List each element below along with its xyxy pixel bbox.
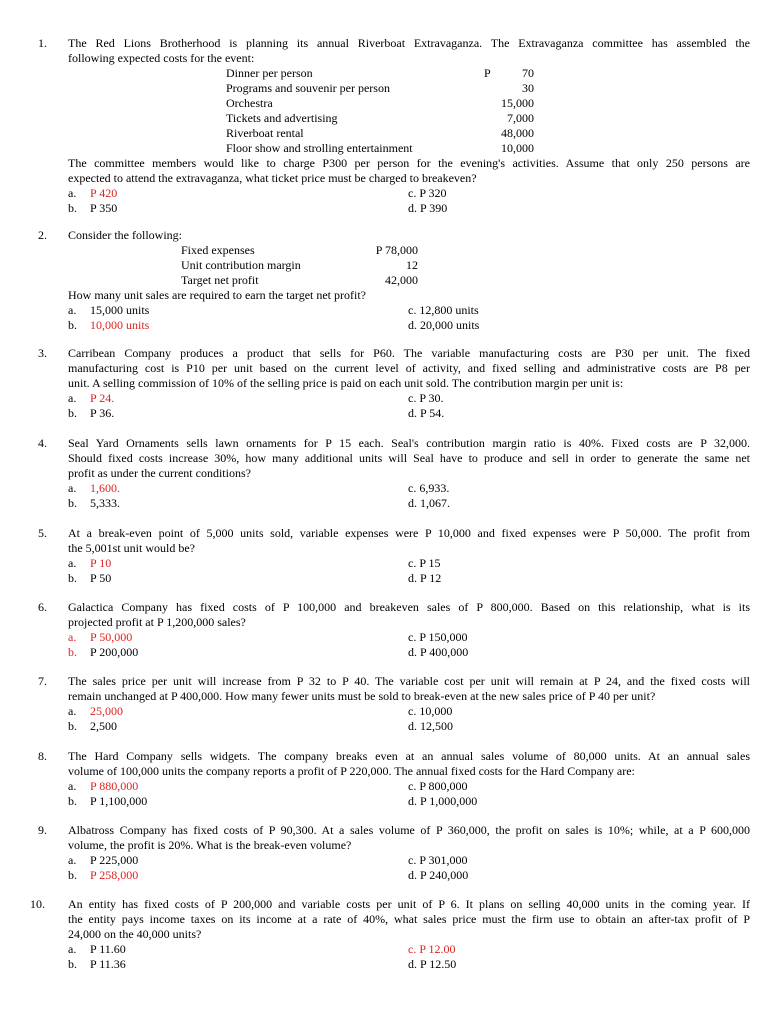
question-number: 6.	[38, 600, 47, 614]
question-text-line: manufacturing cost is P10 per unit based on the current level of activity, and fixed selling and administrative costs are P8 per	[68, 361, 750, 375]
question-number: 1.	[38, 36, 47, 50]
question-text-line: Should fixed costs increase 30%, how many additional units will Seal have to produce and sell in order to generate the same net	[68, 451, 750, 465]
option-b: 5,333.	[90, 496, 120, 510]
question-4	[38, 436, 750, 516]
option-b: P 50	[90, 571, 112, 585]
question-text-line: volume of 100,000 units the company reports a profit of P 220,000. The annual fixed costs for the Hard Company are:	[68, 764, 635, 778]
option-letter: b.	[68, 318, 77, 332]
option-letter: b.	[68, 201, 77, 215]
option-d: d. P 400,000	[408, 645, 469, 659]
question-text-line: projected profit at P 1,200,000 sales?	[68, 615, 246, 629]
question-text-line: following expected costs for the event:	[68, 51, 255, 65]
given-value: 12	[406, 258, 418, 272]
options-row	[68, 794, 750, 809]
question-5	[38, 526, 750, 590]
question-text-line: profit as under the current conditions?	[68, 466, 251, 480]
option-b-answer: 10,000 units	[90, 318, 150, 332]
cost-row	[68, 66, 750, 81]
option-d: d. 1,067.	[408, 496, 450, 510]
cost-row	[68, 126, 750, 141]
question-number: 10.	[30, 897, 45, 911]
option-letter: a.	[68, 704, 77, 718]
option-a: P 225,000	[90, 853, 139, 867]
question-text-line: How many unit sales are required to earn the target net profit?	[68, 288, 367, 302]
given-row	[68, 273, 750, 288]
options-row	[68, 303, 750, 318]
option-d: d. P 12	[408, 571, 442, 585]
options-row	[68, 868, 750, 883]
option-a: 15,000 units	[90, 303, 150, 317]
option-c: c. P 30.	[408, 391, 444, 405]
question-number: 8.	[38, 749, 47, 763]
cost-value: 30	[522, 81, 534, 95]
question-number: 5.	[38, 526, 47, 540]
option-b: P 350	[90, 201, 118, 215]
options-row	[68, 406, 750, 421]
cost-row	[68, 96, 750, 111]
question-number: 9.	[38, 823, 47, 837]
question-number: 3.	[38, 346, 47, 360]
question-number: 7.	[38, 674, 47, 688]
cost-label: Orchestra	[226, 96, 273, 110]
option-a-answer: 1,600.	[90, 481, 120, 495]
options-row	[68, 630, 750, 645]
option-letter: b.	[68, 794, 77, 808]
option-letter: a.	[68, 391, 77, 405]
option-a-answer: P 50,000	[90, 630, 133, 644]
option-letter: b.	[68, 571, 77, 585]
option-letter: b.	[68, 719, 77, 733]
question-number: 4.	[38, 436, 47, 450]
question-text-line: Carribean Company produces a product that sells for P60. The variable manufacturing costs are P30 per unit. The fixed	[68, 346, 750, 360]
option-b: P 200,000	[90, 645, 139, 659]
question-text-line: volume, the profit is 20%. What is the break-even volume?	[68, 838, 352, 852]
option-letter: b.	[68, 957, 77, 971]
given-label: Unit contribution margin	[181, 258, 301, 272]
question-text-line: the 5,001st unit would be?	[68, 541, 195, 555]
options-row	[68, 853, 750, 868]
option-letter: a.	[68, 853, 77, 867]
options-row	[68, 391, 750, 406]
cost-value: 7,000	[507, 111, 534, 125]
cost-value: 15,000	[501, 96, 534, 110]
option-letter: a.	[68, 630, 77, 644]
question-text-line: At a break-even point of 5,000 units sold, variable expenses were P 10,000 and fixed expenses were P 50,000. The profit from	[68, 526, 750, 540]
question-6	[38, 600, 750, 664]
given-value: P 78,000	[375, 243, 418, 257]
question-text-line: Albatross Company has fixed costs of P 90,300. At a sales volume of P 360,000, the profit on sales is 10%; while, at a P 600,000	[68, 823, 750, 837]
question-text-line: Consider the following:	[68, 228, 182, 242]
cost-row	[68, 141, 750, 156]
option-d: d. 20,000 units	[408, 318, 480, 332]
options-row	[68, 957, 750, 972]
option-letter: a.	[68, 186, 77, 200]
cost-label: Dinner per person	[226, 66, 313, 80]
options-row	[68, 496, 750, 511]
options-row	[68, 779, 750, 794]
question-text-line: The sales price per unit will increase from P 32 to P 40. The variable cost per unit will remain at P 24, and the fixed costs will	[68, 674, 750, 688]
option-letter: b.	[68, 496, 77, 510]
options-row	[68, 645, 750, 660]
question-text-line: 24,000 on the 40,000 units?	[68, 927, 202, 941]
option-c: c. 6,933.	[408, 481, 450, 495]
option-d: d. P 240,000	[408, 868, 469, 882]
option-a-answer: P 10	[90, 556, 112, 570]
option-b: P 11.36	[90, 957, 126, 971]
question-text-line: expected to attend the extravaganza, what ticket price must be charged to breakeven?	[68, 171, 477, 185]
option-b: P 1,100,000	[90, 794, 148, 808]
question-number: 2.	[38, 228, 47, 242]
question-text-line: Seal Yard Ornaments sells lawn ornaments for P 15 each. Seal's contribution margin ratio is 40%. Fixed costs are P 32,000.	[68, 436, 750, 450]
options-row	[68, 318, 750, 333]
option-letter: a.	[68, 303, 77, 317]
question-10	[30, 897, 750, 977]
option-c: c. P 150,000	[408, 630, 468, 644]
option-a-answer: P 24.	[90, 391, 115, 405]
option-d: d. P 390	[408, 201, 448, 215]
option-d: d. P 1,000,000	[408, 794, 478, 808]
option-c: c. P 800,000	[408, 779, 468, 793]
cost-label: Programs and souvenir per person	[226, 81, 390, 95]
cost-row	[68, 81, 750, 96]
question-3	[38, 346, 750, 426]
option-c-answer: c. P 12.00	[408, 942, 456, 956]
option-c: c. P 320	[408, 186, 447, 200]
cost-label: Tickets and advertising	[226, 111, 338, 125]
option-d: d. P 54.	[408, 406, 445, 420]
option-b: P 36.	[90, 406, 115, 420]
cost-label: Riverboat rental	[226, 126, 304, 140]
given-row	[68, 258, 750, 273]
option-letter: a.	[68, 481, 77, 495]
options-row	[68, 186, 750, 201]
given-value: 42,000	[385, 273, 418, 287]
option-c: c. P 15	[408, 556, 441, 570]
question-1	[38, 36, 750, 216]
option-letter: b.	[68, 868, 77, 882]
cost-row	[68, 111, 750, 126]
cost-value: 70	[522, 66, 534, 80]
question-2	[38, 228, 718, 338]
option-b: 2,500	[90, 719, 117, 733]
option-letter: a.	[68, 779, 77, 793]
option-c: c. 12,800 units	[408, 303, 479, 317]
options-row	[68, 556, 750, 571]
option-a-answer: P 420	[90, 186, 118, 200]
question-9	[38, 823, 750, 887]
option-letter: a.	[68, 556, 77, 570]
option-d: d. 12,500	[408, 719, 453, 733]
question-text-line: The Hard Company sells widgets. The company breaks even at an annual sales volume of 80,000 units. At an annual sales	[68, 749, 750, 763]
cost-value: 10,000	[501, 141, 534, 155]
option-d: d. P 12.50	[408, 957, 457, 971]
options-row	[68, 571, 750, 586]
option-a-answer: P 880,000	[90, 779, 139, 793]
option-letter: b.	[68, 645, 77, 659]
question-text-line: Galactica Company has fixed costs of P 100,000 and breakeven sales of P 800,000. Based on this relationship, what is its	[68, 600, 750, 614]
question-text-line: An entity has fixed costs of P 200,000 and variable costs per unit of P 6. It plans on selling 40,000 units in the coming year. If	[68, 897, 750, 911]
option-c: c. P 301,000	[408, 853, 468, 867]
cost-currency: P	[484, 66, 491, 80]
question-text-line: The committee members would like to charge P300 per person for the evening's activities. Assume that only 250 persons are	[68, 156, 750, 170]
given-label: Target net profit	[181, 273, 259, 287]
cost-value: 48,000	[501, 126, 534, 140]
question-text-line: the entity pays income taxes on its income at a rate of 40%, what sales price must the firm use to obtain an after-tax profit of P	[68, 912, 750, 926]
question-text-line: remain unchanged at P 400,000. How many fewer units must be sold to break-even at the new sales price of P 40 per unit?	[68, 689, 656, 703]
options-row	[68, 704, 750, 719]
options-row	[68, 942, 750, 957]
options-row	[68, 719, 750, 734]
options-row	[68, 481, 750, 496]
option-letter: a.	[68, 942, 77, 956]
question-text-line: The Red Lions Brotherhood is planning its annual Riverboat Extravaganza. The Extravaganza committee has assembled the	[68, 36, 750, 50]
given-label: Fixed expenses	[181, 243, 255, 257]
option-b-answer: P 258,000	[90, 868, 139, 882]
option-c: c. 10,000	[408, 704, 453, 718]
option-a: P 11.60	[90, 942, 126, 956]
given-row	[68, 243, 750, 258]
cost-label: Floor show and strolling entertainment	[226, 141, 413, 155]
question-7	[38, 674, 750, 738]
option-letter: b.	[68, 406, 77, 420]
options-row	[68, 201, 750, 216]
question-8	[38, 749, 750, 813]
option-a-answer: 25,000	[90, 704, 123, 718]
question-text-line: unit. A selling commission of 10% of the selling price is paid on each unit sold. The contribution margin per unit is:	[68, 376, 624, 390]
